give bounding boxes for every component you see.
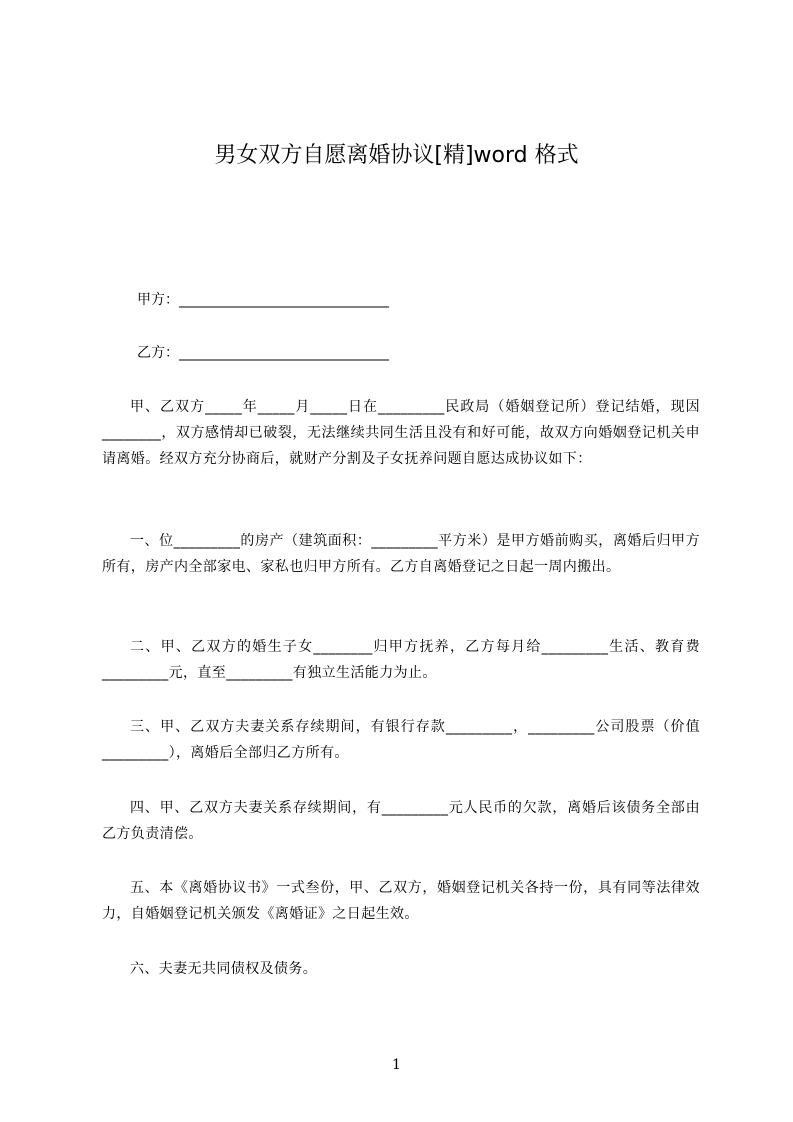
paragraph-clause-1: 一、位_________的房产（建筑面积：_________平方米）是甲方婚前购买，离婚后归甲方所有，房产内全部家电、家私也归甲方所有。乙方自离婚登记之日起一周内搬出。 bbox=[102, 533, 700, 575]
paragraph-clause-6: 六、夫妻无共同债权及债务。 bbox=[130, 961, 318, 977]
paragraph-clause-4: 四、甲、乙双方夫妻关系存续期间，有_________元人民币的欠款，离婚后该债务全部由乙方负责清偿。 bbox=[102, 800, 700, 842]
document-title: 男女双方自愿离婚协议[精]word 格式 bbox=[214, 143, 579, 168]
party-a-line: 甲方：______________________________ bbox=[137, 292, 389, 308]
page-number: 1 bbox=[392, 1057, 401, 1073]
paragraph-clause-2: 二、甲、乙双方的婚生子女________归甲方抚养，乙方每月给_________生活、教育费_________元，直至_________有独立生活能力为止。 bbox=[102, 639, 700, 681]
paragraph-clause-5: 五、本《离婚协议书》一式叁份，甲、乙双方，婚姻登记机关各持一份，具有同等法律效力，自婚姻登记机关颁发《离婚证》之日起生效。 bbox=[102, 880, 700, 922]
party-b-line: 乙方：______________________________ bbox=[137, 345, 389, 361]
paragraph-intro: 甲、乙双方_____年_____月_____日在_________民政局（婚姻登记所）登记结婚，现因________，双方感情却已破裂，无法继续共同生活且没有和好可能，故双方向婚姻登记机关申请离婚。经双方充分协商后，就财产分割及子女抚养问题自愿达成协议如下： bbox=[102, 399, 700, 467]
paragraph-clause-3: 三、甲、乙双方夫妻关系存续期间，有银行存款_________，_________公司股票（价值_________），离婚后全部归乙方所有。 bbox=[102, 719, 700, 761]
